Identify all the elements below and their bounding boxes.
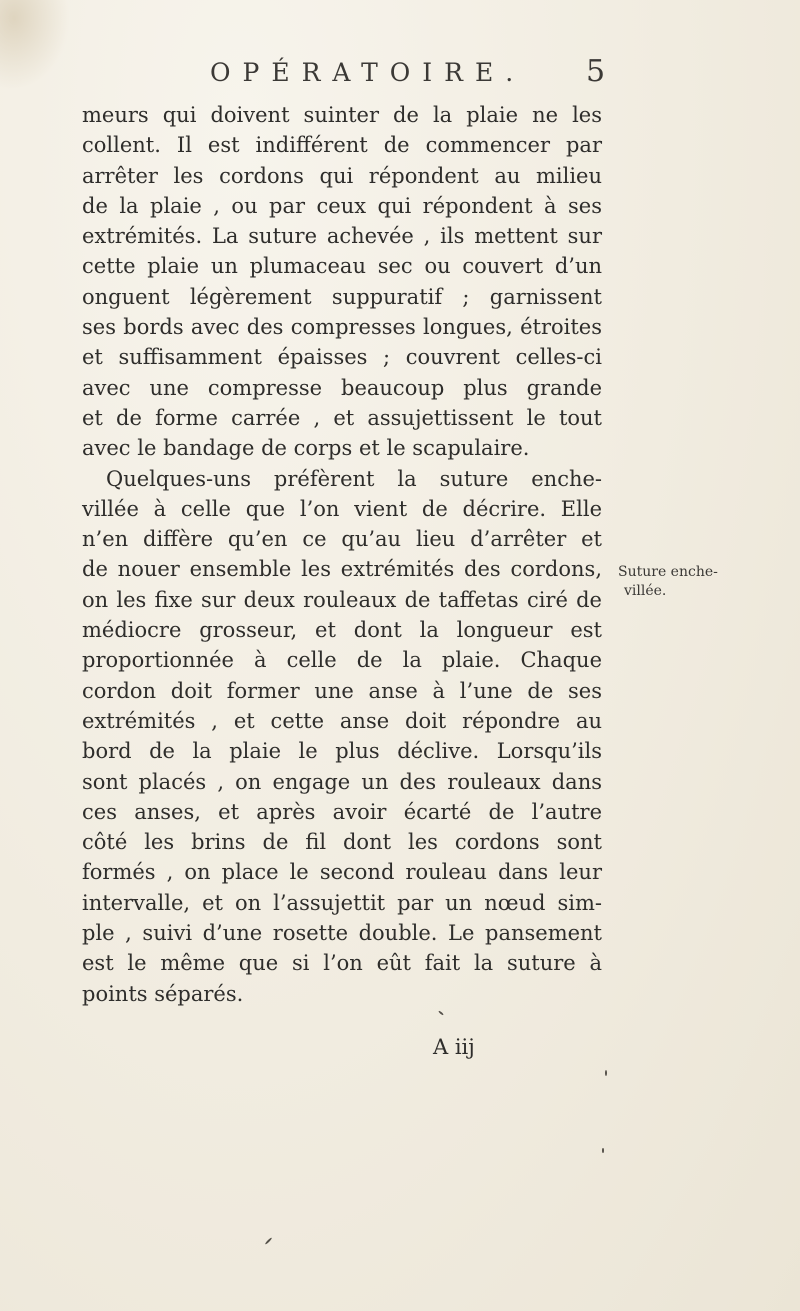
- text-line: points séparés.: [82, 981, 244, 1006]
- text-line: ses bords avec des compresses longues, étroites: [82, 315, 602, 340]
- text-line: extrémités. La suture achevée , ils mettent sur: [82, 224, 602, 249]
- text-line: et suffisamment épaisses ; couvrent celles-ci: [82, 345, 602, 370]
- text-line: médiocre grosseur, et dont la longueur est: [82, 618, 602, 643]
- text-line: onguent légèrement suppuratif ; garnissent: [82, 284, 602, 309]
- ink-speck: [265, 1237, 273, 1245]
- text-line: est le même que si l’on eût fait la suture à: [82, 951, 602, 976]
- running-head: OPÉRATOIRE.: [210, 58, 526, 87]
- text-line: Quelques-uns préfèrent la suture enche-: [106, 466, 602, 491]
- text-line: on les fixe sur deux rouleaux de taffetas ciré de: [82, 587, 602, 612]
- text-line: et de forme carrée , et assujettissent le tout: [82, 405, 602, 430]
- text-line: cette plaie un plumaceau sec ou couvert d’un: [82, 254, 602, 279]
- text-line: arrêter les cordons qui répondent au milieu: [82, 163, 602, 188]
- text-line: proportionnée à celle de la plaie. Chaque: [82, 648, 602, 673]
- text-line: villée à celle que l’on vient de décrire. Elle: [82, 496, 602, 521]
- ink-speck: [602, 1148, 604, 1153]
- text-line: avec le bandage de corps et le scapulaire.: [82, 436, 530, 461]
- text-line: meurs qui doivent suinter de la plaie ne les: [82, 103, 602, 127]
- ink-speck: [605, 1070, 607, 1076]
- text-line: ces anses, et après avoir écarté de l’autre: [82, 799, 602, 824]
- text-line: de nouer ensemble les extrémités des cordons,: [82, 557, 602, 582]
- text-line: cordon doit former une anse à l’une de ses: [82, 678, 602, 703]
- paper-stain: [0, 0, 70, 90]
- text-line: de la plaie , ou par ceux qui répondent à ses: [82, 193, 602, 218]
- text-line: sont placés , on engage un des rouleaux dans: [82, 769, 602, 794]
- text-line: n’en diffère qu’en ce qu’au lieu d’arrêter et: [82, 527, 602, 552]
- margin-note: [618, 563, 798, 601]
- text-line: côté les brins de fil dont les cordons sont: [82, 830, 602, 855]
- signature-mark: A iij: [433, 1035, 475, 1059]
- text-line: ple , suivi d’une rosette double. Le pansement: [82, 921, 602, 946]
- text-line: collent. Il est indifférent de commencer par: [82, 133, 602, 158]
- margin-note-line: villée.: [624, 583, 667, 599]
- text-line: extrémités , et cette anse doit répondre au: [82, 708, 602, 733]
- page-number: 5: [586, 54, 606, 89]
- text-line: bord de la plaie le plus déclive. Lorsqu’ils: [82, 739, 602, 764]
- ink-speck: [438, 1010, 444, 1015]
- body-text: [82, 100, 602, 1009]
- text-line: avec une compresse beaucoup plus grande: [82, 375, 602, 400]
- text-line: intervalle, et on l’assujettit par un nœud sim-: [82, 890, 602, 915]
- text-line: formés , on place le second rouleau dans leur: [82, 860, 602, 885]
- margin-note-line: Suture enche-: [618, 564, 718, 580]
